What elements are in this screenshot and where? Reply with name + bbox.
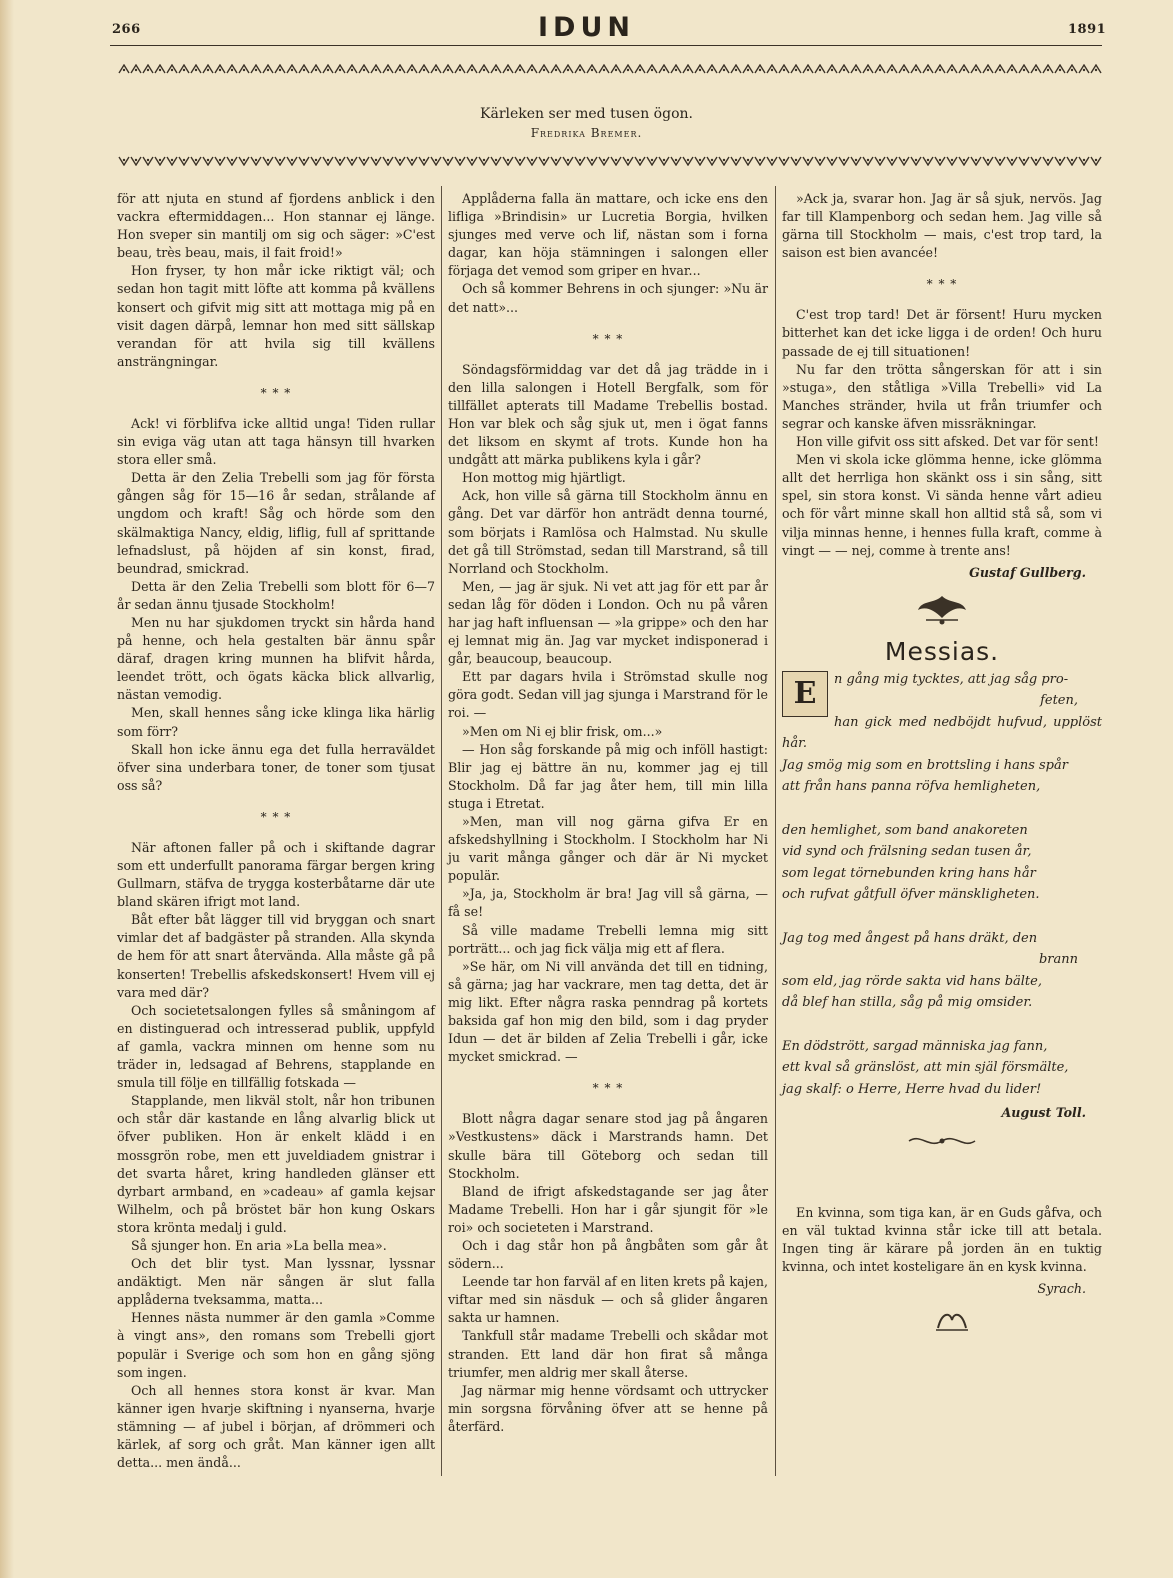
poem-stanza [782, 928, 1102, 1014]
paragraph: Och så kommer Behrens in och sjunger: »Nu är det natt»... [448, 281, 768, 315]
page-number: 266 [112, 22, 141, 37]
paragraph: Hon mottog mig hjärtligt. [462, 470, 626, 486]
poem-title: Messias. [884, 636, 1000, 666]
ornament-band-top [118, 64, 1102, 74]
poem-line: han gick med nedböjdt hufvud, upplöst hår. [782, 714, 1102, 752]
paragraph: »Men om Ni ej blir frisk, om...» [462, 723, 663, 739]
paragraph: Stapplande, men likväl stolt, når hon tribunen och står där kastande en lång alvarlig blick ut öfver publiken. Hon är enkelt klädd i en mossgrön robe, men ett juveldiadem gnistrar i det svarta håret, kring handleden glänser ett dyrbart armband, en »cadeau» af gamla kejsar Wilhelm, och på bröstet bär hon kung Oskars stora krönta medalj i guld. [117, 1093, 435, 1235]
paragraph: »Ack ja, svarar hon. Jag är så sjuk, nervös. Jag far till Klampenborg och sedan hem. Jag ville så gärna till Stockholm — mais, c'est trop tard, la saison est bien avancée! [782, 191, 1102, 261]
paragraph: Detta är den Zelia Trebelli som jag för första gången såg för 15—16 år sedan, strålande af ungdom och kraft! Såg och hörde som den skälmaktiga Nancy, eldig, liflig, full af sprittande lefnadslust, på höjden af sin konst, firad, beundrad, smickrad. [117, 470, 435, 576]
paragraph: Applåderna falla än mattare, och icke ens den lifliga »Brindisin» ur Lucretia Borgia, hvilken sjunges med verve och lif, nästan som i forna dagar, kan höja stämningen i salongen eller förjaga det vemod som griper en hvar... [448, 191, 768, 279]
motto-author: Fredrika Bremer. [530, 126, 643, 140]
paragraph: Men, skall hennes sång icke klinga lika härlig som förr? [117, 705, 435, 739]
paragraph: »Men, man vill nog gärna gifva Er en afskedshyllning i Stockholm. I Stockholm har Ni ju varit många gånger och där är Ni mycket populär. [448, 814, 768, 884]
poem-line: En dödstrött, sargad människa jag fann, [782, 1038, 1048, 1054]
article-signature: Gustaf Gullberg. [969, 564, 1086, 580]
paragraph: Ack! vi förblifva icke alltid unga! Tiden rullar sin eviga väg utan att taga hänsyn till hvarken stora eller små. [117, 415, 435, 468]
year: 1891 [1068, 22, 1107, 37]
paragraph: Så ville madame Trebelli lemna mig sitt porträtt... och jag fick välja mig ett af flera. [448, 922, 768, 956]
paragraph: Hennes nästa nummer är den gamla »Comme à vingt ans», den romans som Trebelli gjort populär i Sverige och som hon en gång sjöng som ingen. [117, 1310, 435, 1380]
poem-line: brann [1038, 952, 1078, 968]
quote-text: En kvinna, som tiga kan, är en Guds gåfva, och en väl tuktad kvinna står icke till att betala. Ingen ting är kärare på jorden än en tuktig kvinna, och intet kosteligare än en kysk kvinna. [782, 1204, 1102, 1274]
paragraph: Blott några dagar senare stod jag på ångaren »Vestkustens» däck i Marstrands hamn. Det skulle bära till Göteborg och sedan till Stockholm. [448, 1111, 768, 1181]
paragraph: C'est trop tard! Det är försent! Huru mycken bitterhet kan det icke ligga i de orden! Och huru passade de ej till situationen! [782, 307, 1102, 359]
paragraph: Och det blir tyst. Man lyssnar, lyssnar andäktigt. Men när sången är slut falla applåderna tveksamma, matta... [117, 1256, 435, 1308]
poem-line: feten, [1040, 693, 1078, 709]
paragraph: Men vi skola icke glömma henne, icke glömma allt det herrliga hon skänkt oss i sin sång, sitt spel, sin stora konst. Vi sända henne vårt adieu och för vårt minne skall hon alltid stå så, som vi vilja minnas henne, i hennes fulla kraft, comme à vingt — — nej, comme à trente ans! [782, 452, 1102, 558]
poem-line: vid synd och frälsning sedan tusen år, [782, 844, 1032, 860]
header-rule [110, 45, 1102, 46]
poem-stanza [782, 1036, 1102, 1101]
section-separator: * * * [260, 385, 292, 400]
motto-line: Kärleken ser med tusen ögon. [480, 106, 693, 122]
paragraph: Bland de ifrigt afskedstagande ser jag åter Madame Trebelli. Hon har i går sjungit för »le roi» och societeten i Marstrand. [448, 1183, 768, 1235]
paragraph: Detta är den Zelia Trebelli som blott för 6—7 år sedan ännu tjusade Stockholm! [117, 578, 435, 612]
paragraph: Leende tar hon farväl af en liten krets på kajen, viftar med sin näsduk — och så glider ångaren sakta ur hamnen. [448, 1274, 768, 1326]
paragraph: Båt efter båt lägger till vid bryggan och snart vimlar det af badgäster på stranden. Alla skynda de hem för att snart återvända. Alla måste gå på konserten! Trebellis afskedskonsert! Hvem vill ej vara med där? [117, 912, 435, 1000]
paragraph: Hon fryser, ty hon mår icke riktigt väl; och sedan hon tagit mitt löfte att komma på kvällens konsert och gifvit mig sitt att mottaga mig på en visit dagen därpå, lemnar hon med sitt sällskap verandan för att hvila sig till kvällens ansträngningar. [117, 263, 435, 369]
paragraph: Men nu har sjukdomen tryckt sin hårda hand på henne, och hela gestalten bär ännu spår däraf, dragen kring munnen ha blifvit hårda, leendet trött, och ögats käcka blick allvarlig, nästan vemodig. [117, 614, 435, 703]
paragraph: Och i dag står hon på ångbåten som går åt södern... [448, 1237, 768, 1272]
section-separator: * * * [260, 809, 292, 824]
poem-line: och rufvat gåtfull öfver mänskligheten. [782, 887, 1040, 903]
poem-line: att från hans panna röfva hemligheten, [782, 779, 1041, 795]
poem-stanza [782, 669, 1102, 798]
paragraph: Jag närmar mig henne vördsamt och uttrycker min sorgsna förvåning öfver att se henne på återfärd. [448, 1382, 768, 1434]
poem-line: jag skalf: o Herre, Herre hvad du lider! [782, 1081, 1042, 1097]
poem-line: ett kval så gränslöst, att min själ försmälte, [782, 1060, 1069, 1076]
paragraph: Och all hennes stora konst är kvar. Man känner igen hvarje skiftning i nyanserna, hvarje stämning — af jubel i början, af drömmeri och kärlek, af sorg och gråt. Man känner igen allt detta... men ändå... [117, 1382, 435, 1471]
paragraph: Men, — jag är sjuk. Ni vet att jag för ett par år sedan låg för döden i London. Och nu på våren har jag haft influensan — »la grippe» och den har ej lemnat mig än. Jag var mycket indisponerad i går, beaucoup, beaucoup. [448, 578, 768, 667]
column-3 [782, 190, 1102, 1339]
poem-line: då blef han stilla, såg på mig omsider. [782, 995, 1033, 1011]
ornament-band-bottom [118, 156, 1102, 166]
paragraph: Söndagsförmiddag var det då jag trädde in i den lilla salongen i Hotell Bergfalk, som för tillfället apterats till Madame Trebellis bostad. Hon var blek och såg sjuk ut, men i ögat fanns det liksom en skymt af trots. Kunde hon ha undgått att märka publikens kyla i går? [448, 361, 768, 468]
paragraph: Skall hon icke ännu ega det fulla herraväldet öfver sina underbara toner, de toner som tjusat oss så? [117, 741, 435, 793]
paragraph: När aftonen faller på och i skiftande dagrar som ett underfullt panorama färgar bergen kring Gullmarn, stäfva de trygga kosterbåtarne där ute bland skären ifrigt mot land. [117, 839, 435, 910]
poem-line: som eld, jag rörde sakta vid hans bälte, [782, 973, 1042, 989]
poem [782, 669, 1102, 1101]
column-divider-2 [775, 186, 776, 1476]
paragraph: Ett par dagars hvila i Strömstad skulle nog göra godt. Sedan vill jag sjunga i Marstrand för le roi. — [448, 669, 768, 721]
paragraph: »Ja, ja, Stockholm är bra! Jag vill så gärna, — få se! [448, 886, 768, 920]
poem-line: Jag smög mig som en brottsling i hans spår [782, 757, 1068, 773]
paragraph: Så sjunger hon. En aria »La bella mea». [131, 1237, 387, 1253]
ornament-icon [782, 592, 1102, 631]
paragraph: Hon ville gifvit oss sitt afsked. Det var för sent! [796, 434, 1099, 450]
paragraph: »Se här, om Ni vill använda det till en tidning, så gärna; jag har vackrare, men tag detta, det är mig likt. Efter några raska penndrag på kortets baksida gaf hon mig den bild, som i dag pryder Idun — det är bilden af Zelia Trebelli i går, icke mycket smickrad. — [448, 958, 768, 1065]
paragraph: Nu far den trötta sångerskan för att i sin »stuga», den ståtliga »Villa Trebelli» vid La Manches stränder, hvila ut från triumfer och segrar och kanske äfven missräkningar. [782, 361, 1102, 431]
poem-signature: August Toll. [1001, 1105, 1086, 1121]
poem-line: n gång mig tycktes, att jag såg pro- [834, 671, 1069, 687]
column-1 [117, 190, 435, 1472]
quote-source: Syrach. [1037, 1281, 1086, 1297]
section-separator: * * * [926, 277, 958, 292]
section-separator: * * * [592, 1081, 624, 1096]
divider-ornament-icon [782, 1133, 1102, 1154]
paper-edge [0, 0, 14, 1578]
poem-line: Jag tog med ångest på hans dräkt, den [782, 930, 1038, 946]
poem-line: som legat törnebunden kring hans hår [782, 865, 1036, 881]
paragraph: — Hon såg forskande på mig och inföll hastigt: Blir jag ej bättre än nu, kommer jag ej till Stockholm. Då far jag åter hem, till min lilla stuga i Etretat. [448, 741, 768, 811]
column-divider-1 [441, 186, 442, 1476]
paragraph: för att njuta en stund af fjordens anblick i den vackra eftermiddagen... Hon stannar ej länge. Hon sveper sin mantilj om sig och säger: »C'est beau, très beau, mais, il fait froid!» [117, 191, 435, 261]
monogram-icon [932, 1308, 1102, 1339]
paragraph: Och societetsalongen fylles så småningom af en distinguerad och intresserad publik, uppfyld af gamla, vackra minnen om henne som nu träder in, ledsagad af Behrens, stapplande en smula till följe en tillfällig fotskada — [117, 1002, 435, 1091]
section-separator: * * * [592, 331, 624, 346]
journal-title: IDUN [538, 12, 635, 43]
paragraph: Tankfull står madame Trebelli och skådar mot stranden. Ett land där hon firat så många triumfer, men aldrig mer skall återse. [448, 1328, 768, 1380]
poem-stanza [782, 820, 1102, 906]
column-2 [448, 190, 768, 1436]
paragraph: Ack, hon ville så gärna till Stockholm ännu en gång. Det var därför hon anträdt denna tourné, som börjats i Ramlösa och Halmstad. Nu skulle det gå till Strömstad, sedan till Marstrand, så till Norrland och Stockholm. [448, 488, 768, 576]
dropcap: E [782, 671, 828, 717]
poem-line: den hemlighet, som band anakoreten [782, 822, 1028, 838]
